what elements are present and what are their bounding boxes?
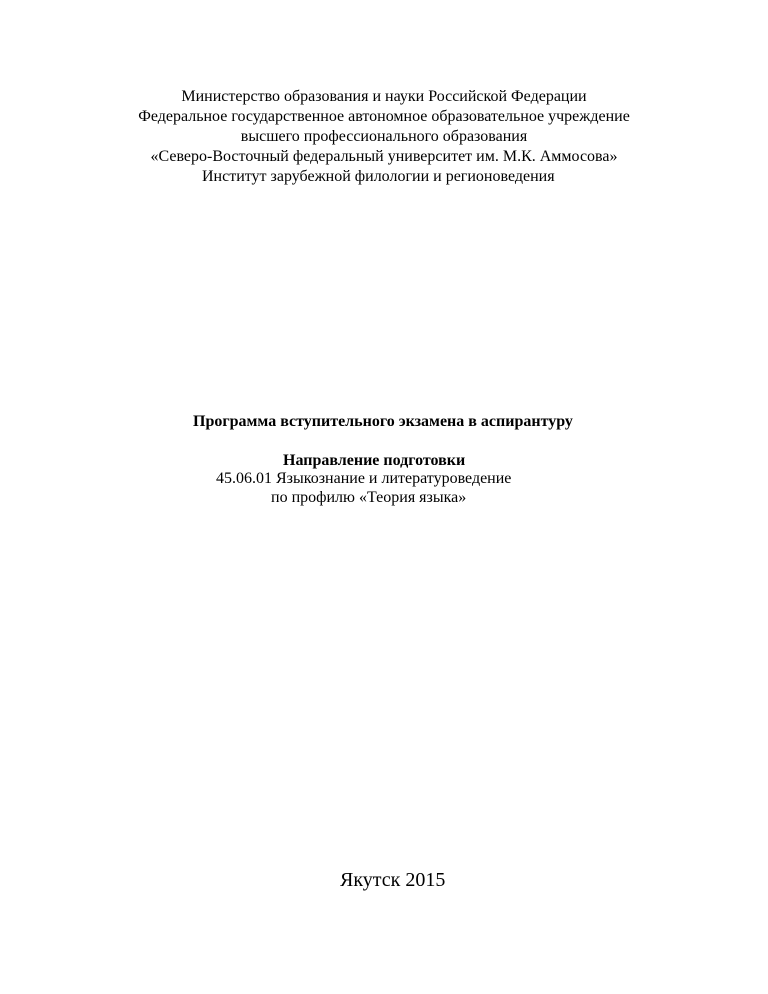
university-name-line: «Северо-Восточный федеральный университет им. М.К. Аммосова» [150,148,618,165]
institute-line: Институт зарубежной филологии и регионоведения [202,168,555,185]
profile-line: по профилю «Теория языка» [271,489,467,506]
program-title: Программа вступительного экзамена в аспирантуру [193,413,573,430]
ministry-line: Министерство образования и науки Российской Федерации [181,88,587,105]
direction-heading: Направление подготовки [283,452,466,469]
place-year: Якутск 2015 [340,869,446,891]
direction-code: 45.06.01 Языкознание и литературоведение [216,470,512,487]
education-level-line: высшего профессионального образования [240,128,528,145]
institution-type-line: Федеральное государственное автономное образовательное учреждение [138,108,630,125]
